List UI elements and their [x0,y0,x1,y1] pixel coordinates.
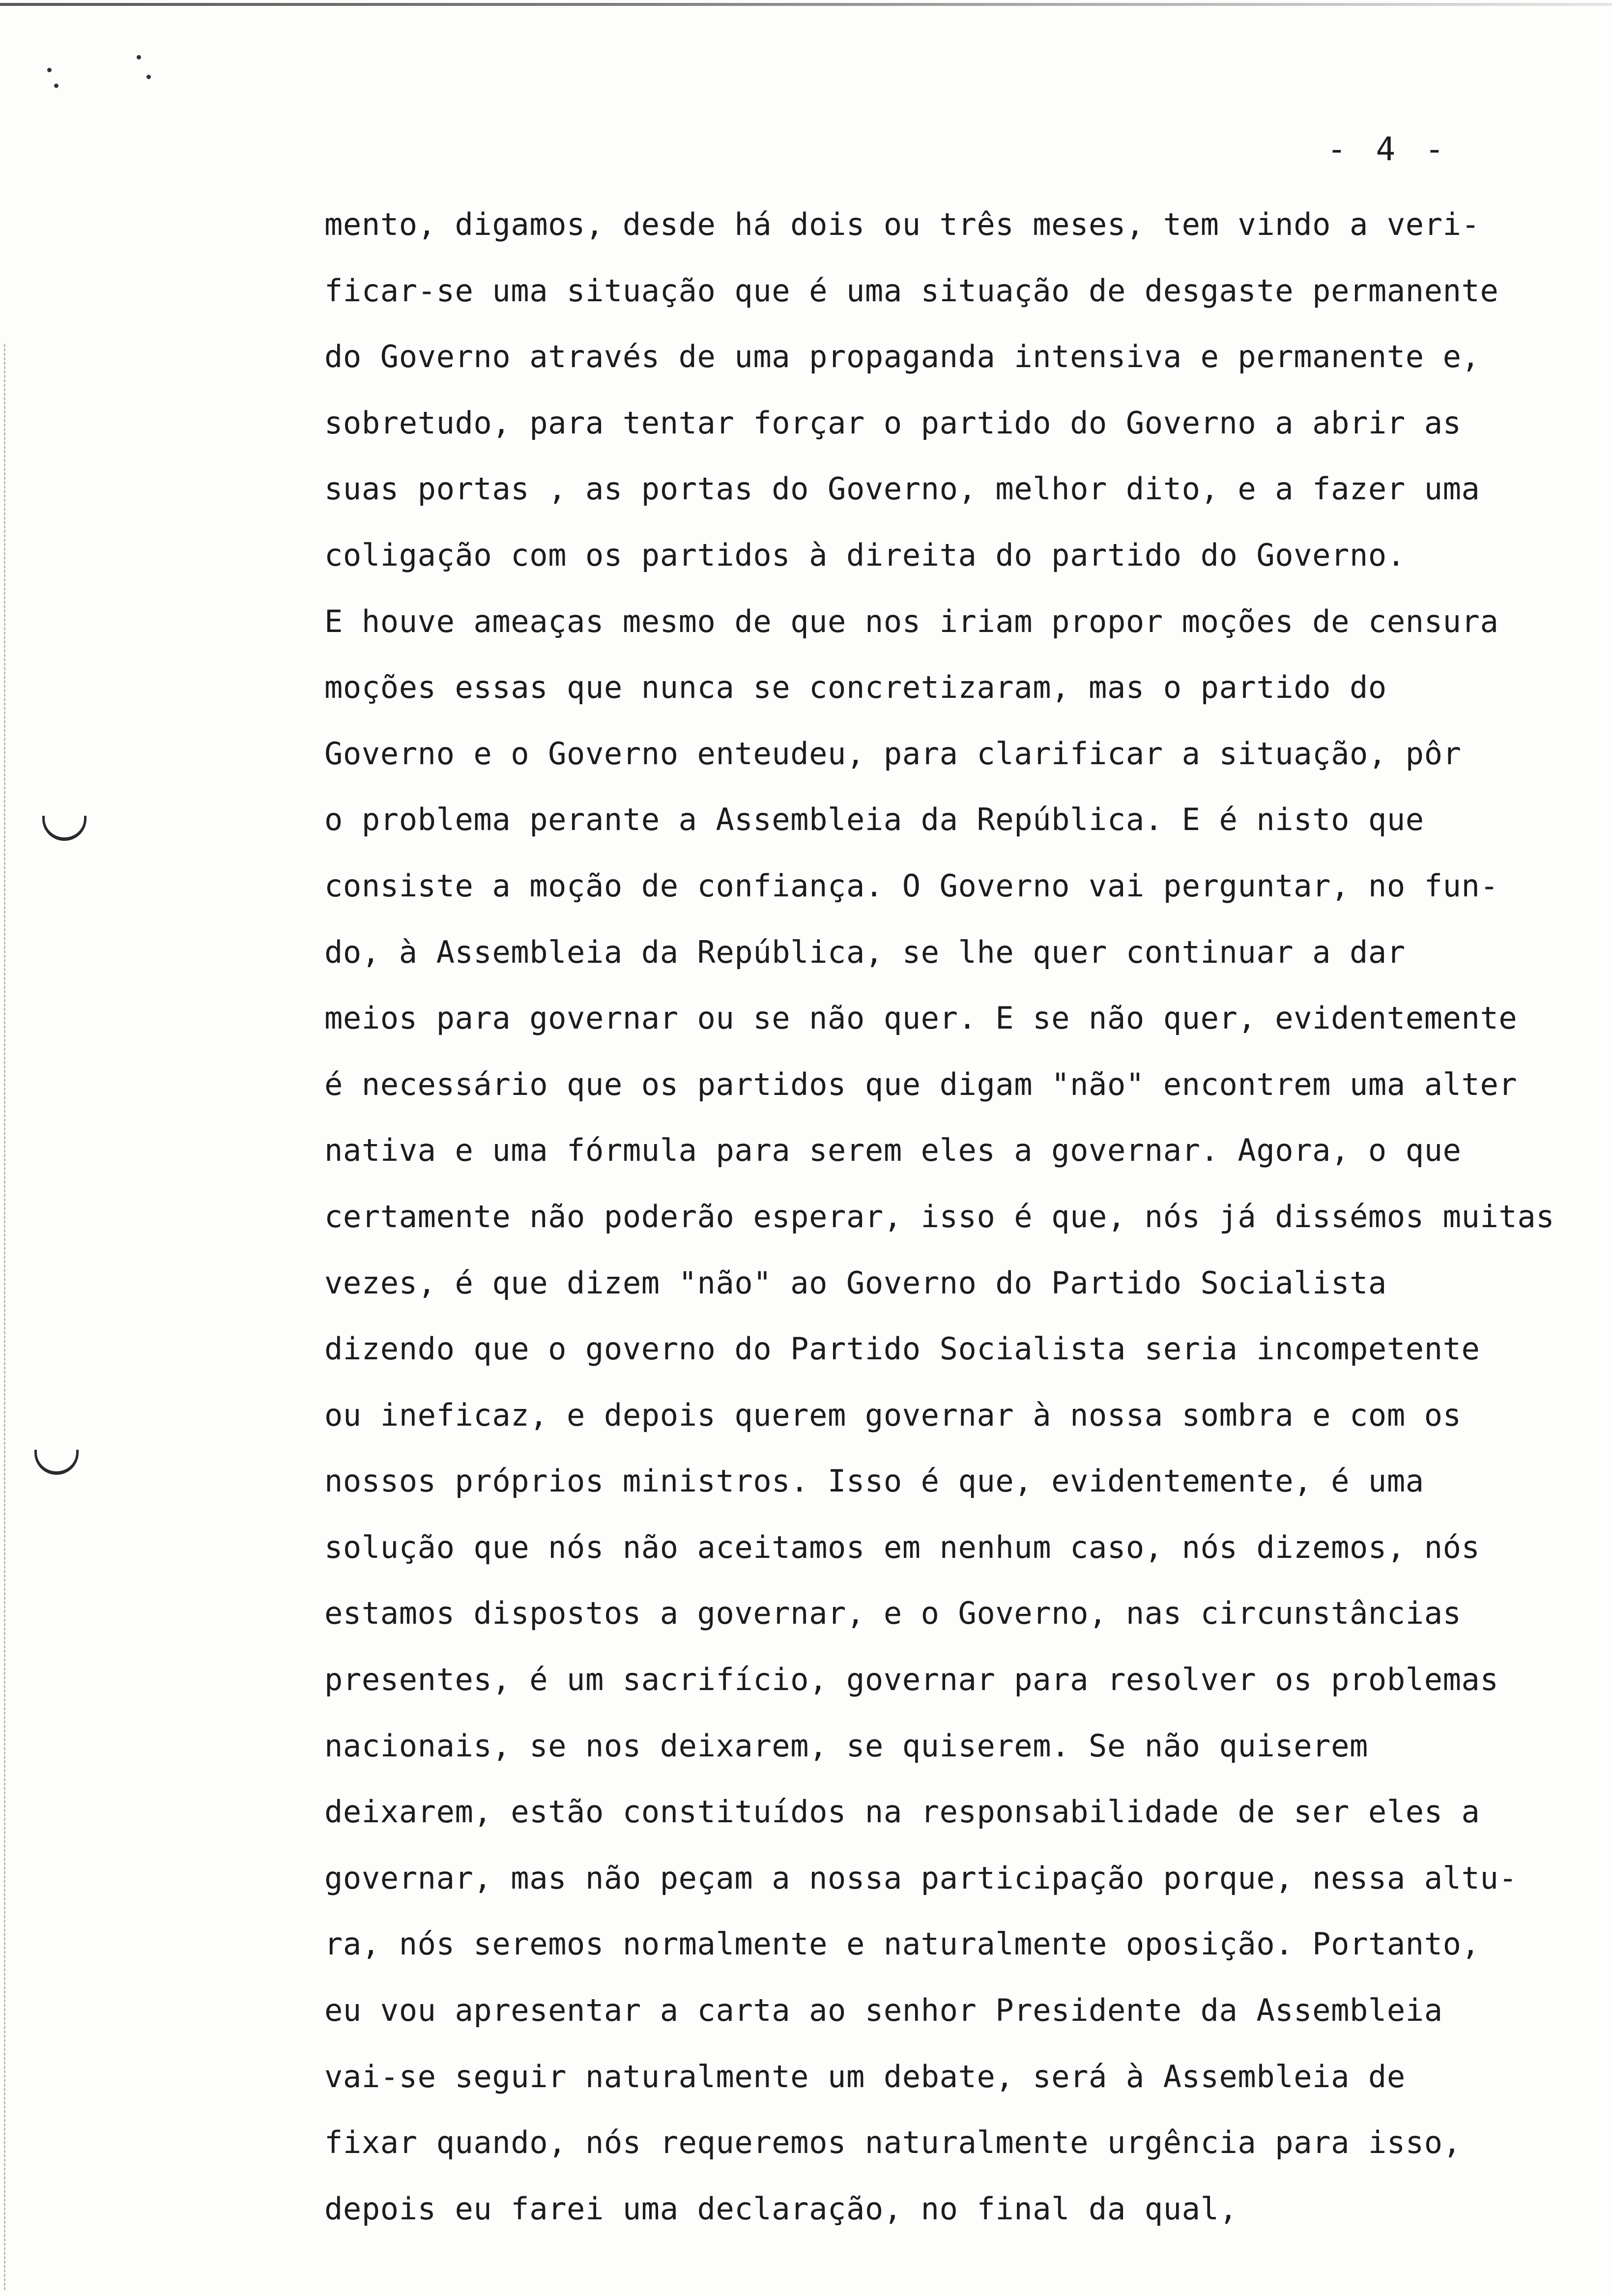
text-line: fixar quando, nós requeremos naturalmente urgência para isso, [324,2124,1462,2161]
text-line: moções essas que nunca se concretizaram, mas o partido do [324,669,1387,706]
text-line: ra, nós seremos normalmente e naturalmente oposição. Portanto, [324,1926,1480,1962]
corner-punch-mark [54,84,58,88]
text-line: do, à Assembleia da República, se lhe quer continuar a dar [324,934,1406,970]
binder-hole-icon [42,816,86,841]
text-line: ficar-se uma situação que é uma situação de desgaste permanente [324,272,1499,309]
text-line: governar, mas não peçam a nossa participação porque, nessa altu- [324,1860,1518,1896]
corner-punch-mark [137,55,141,59]
text-line: certamente não poderão esperar, isso é que, nós já dissémos muitas [324,1198,1555,1234]
text-line: vai-se seguir naturalmente um debate, será à Assembleia de [324,2058,1406,2095]
text-line: nossos próprios ministros. Isso é que, evidentemente, é uma [324,1463,1424,1499]
text-line: presentes, é um sacrifício, governar para resolver os problemas [324,1662,1499,1698]
text-line: Governo e o Governo enteudeu, para clarificar a situação, pôr [324,735,1462,772]
text-line: do Governo através de uma propaganda intensiva e permanente e, [324,339,1480,375]
text-line: sobretudo, para tentar forçar o partido do Governo a abrir as [324,404,1462,441]
text-line: vezes, é que dizem "não" ao Governo do Partido Socialista [324,1264,1387,1301]
text-line: E houve ameaças mesmo de que nos iriam propor moções de censura [324,603,1499,639]
text-line: nacionais, se nos deixarem, se quiserem. Se não quiserem [324,1727,1368,1764]
text-line: meios para governar ou se não quer. E se não quer, evidentemente [324,1000,1518,1036]
scan-left-edge [4,344,5,2290]
text-line: coligação com os partidos à direita do partido do Governo. [324,537,1406,573]
text-line: ou ineficaz, e depois querem governar à nossa sombra e com os [324,1397,1462,1433]
binder-hole-icon [34,1450,79,1475]
text-line: é necessário que os partidos que digam "não" encontrem uma alter [324,1066,1518,1102]
text-line: mento, digamos, desde há dois ou três meses, tem vindo a veri- [324,206,1480,242]
scan-top-edge [0,3,1612,6]
body-text [324,192,1612,2242]
text-line: solução que nós não aceitamos em nenhum caso, nós dizemos, nós [324,1529,1480,1565]
text-line: o problema perante a Assembleia da República. E é nisto que [324,802,1424,838]
text-line: suas portas , as portas do Governo, melhor dito, e a fazer uma [324,471,1480,507]
text-line: deixarem, estão constituídos na responsabilidade de ser eles a [324,1794,1480,1830]
text-line: dizendo que o governo do Partido Socialista seria incompetente [324,1331,1480,1367]
page-number: - 4 - [1327,130,1449,168]
text-line: estamos dispostos a governar, e o Governo, nas circunstâncias [324,1595,1462,1632]
text-line: depois eu farei uma declaração, no final da qual, [324,2190,1238,2227]
corner-punch-mark [146,75,151,79]
text-line: nativa e uma fórmula para serem eles a governar. Agora, o que [324,1132,1462,1169]
corner-punch-mark [47,68,52,72]
text-line: consiste a moção de confiança. O Governo vai perguntar, no fun- [324,867,1499,904]
text-line: eu vou apresentar a carta ao senhor Presidente da Assembleia [324,1992,1443,2029]
